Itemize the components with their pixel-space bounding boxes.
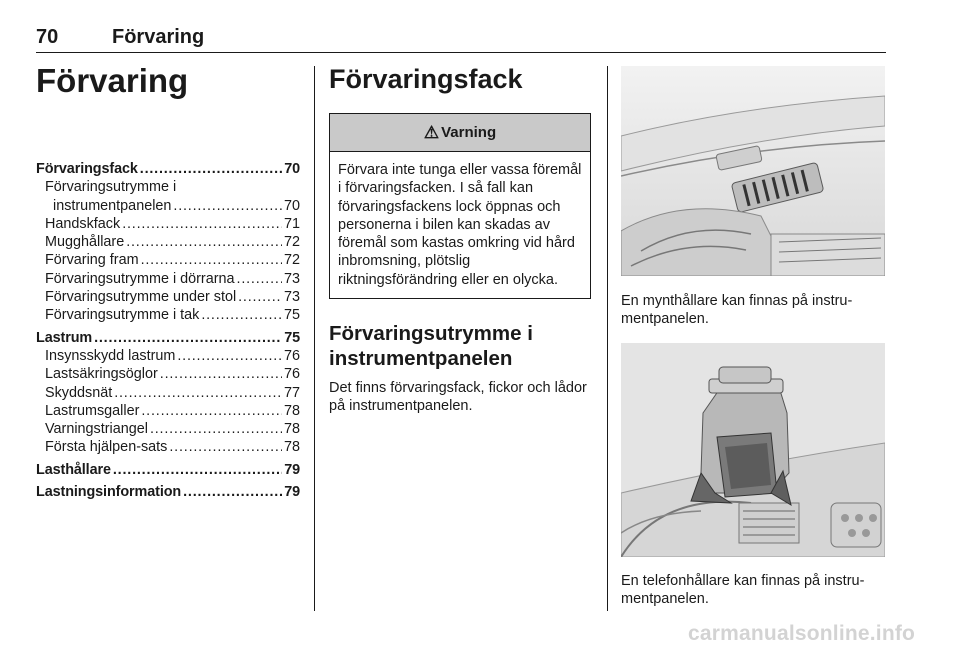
section-title: Förvaringsfack <box>329 64 523 94</box>
toc-entry-sub[interactable] <box>36 402 300 420</box>
toc-entry-sub[interactable] <box>36 178 300 196</box>
toc-entry-sub[interactable] <box>36 270 300 288</box>
toc-page-number: 78 <box>283 439 300 456</box>
toc-entry-main[interactable] <box>36 461 300 479</box>
toc-page-number: 78 <box>283 421 300 438</box>
toc-entry-sub[interactable] <box>36 365 300 383</box>
toc-label: Förvaringsfack <box>36 161 138 177</box>
toc-label: Förvaringsutrymme i tak <box>45 307 200 324</box>
warning-header <box>330 114 590 152</box>
watermark: carmanualsonline.info <box>688 622 916 645</box>
toc-label: instrumentpanelen <box>53 197 172 214</box>
toc-leader-dots <box>122 215 282 233</box>
toc-label: Lastrumsgaller <box>45 402 140 419</box>
warning-box <box>329 113 591 299</box>
toc-label: Mugghållare <box>45 234 125 251</box>
toc-page-number: 76 <box>283 347 300 364</box>
running-header-title: Förvaring <box>112 26 205 48</box>
toc-label: Varningstriangel <box>45 421 148 438</box>
figure-column <box>621 66 886 608</box>
toc-entry-main[interactable] <box>36 160 300 178</box>
toc-label: Första hjälpen-sats <box>45 439 168 456</box>
figure-caption-2: En telefonhållare kan finnas på instru-mentpanelen. <box>621 572 865 607</box>
warning-triangle-icon: ⚠ <box>423 122 440 142</box>
toc-entry-main[interactable] <box>36 329 300 347</box>
toc-leader-dots <box>113 461 282 479</box>
phone-holder-illustration <box>621 343 885 557</box>
toc-entry-sub[interactable] <box>36 306 300 324</box>
chapter-title: Förvaring <box>36 62 189 99</box>
toc-entry-sub[interactable] <box>36 215 300 233</box>
warning-text: Förvara inte tunga eller vassa föremål i förvaringsfacken. I så fall kan förvaringsfackens lock öppnas och personerna i bilen kan skadas av föremål som kastas omkring vid hård inbromsning, plötslig riktningsförändring eller en olycka. <box>338 162 582 288</box>
toc-leader-dots <box>183 483 282 501</box>
page-number: 70 <box>36 26 59 48</box>
toc-leader-dots <box>160 365 282 383</box>
toc-leader-dots <box>173 197 282 215</box>
toc-label: Handskfack <box>45 215 121 232</box>
body-paragraph: Det finns förvaringsfack, fickor och lådor på instrumentpanelen. <box>329 380 587 415</box>
toc-entry-sub[interactable] <box>36 384 300 402</box>
toc-leader-dots <box>94 329 282 347</box>
toc-label: Förvaringsutrymme under stol <box>45 289 237 306</box>
toc-page-number: 70 <box>283 197 300 214</box>
toc-entry-sub[interactable] <box>36 420 300 438</box>
toc-page-number: 70 <box>284 161 300 177</box>
toc-entry-main[interactable] <box>36 483 300 501</box>
toc-page-number: 72 <box>283 234 300 251</box>
toc-entry-sub[interactable] <box>36 438 300 456</box>
toc-label: Förvaringsutrymme i <box>45 179 177 196</box>
subsection-title: Förvaringsutrymme i instrumentpanelen <box>329 322 533 371</box>
toc-page-number: 79 <box>284 484 300 501</box>
toc-leader-dots <box>237 270 282 288</box>
toc-page-number: 72 <box>283 252 300 269</box>
toc-leader-dots <box>177 347 282 365</box>
toc-page-number: 73 <box>283 270 300 287</box>
toc-label: Förvaringsutrymme i dörrarna <box>45 270 235 287</box>
column-divider-left <box>314 66 315 611</box>
main-column <box>329 62 591 416</box>
toc-label: Lastsäkringsöglor <box>45 366 158 383</box>
toc-label: Lastningsinformation <box>36 484 182 501</box>
toc-page-number: 75 <box>284 329 300 346</box>
toc-page-number: 73 <box>283 289 300 306</box>
toc-entry-sub[interactable] <box>36 251 300 269</box>
figure-caption-1: En mynthållare kan finnas på instru-mentpanelen. <box>621 293 853 328</box>
toc-leader-dots <box>169 438 282 456</box>
toc-label: Förvaring fram <box>45 252 139 269</box>
toc-label: Lastrum <box>36 329 93 346</box>
toc-page-number: 79 <box>284 461 300 478</box>
coin-holder-illustration <box>621 66 885 276</box>
toc-page-number: 75 <box>283 307 300 324</box>
toc-page-number: 71 <box>283 215 300 232</box>
toc-leader-dots <box>140 160 282 178</box>
toc-label: Skyddsnät <box>45 384 113 401</box>
toc-leader-dots <box>201 306 282 324</box>
toc-label: Insynsskydd lastrum <box>45 347 176 364</box>
table-of-contents <box>36 160 300 501</box>
toc-entry-sub[interactable] <box>36 233 300 251</box>
column-divider-right <box>607 66 608 611</box>
toc-leader-dots <box>150 420 282 438</box>
toc-leader-dots <box>114 384 282 402</box>
toc-leader-dots <box>238 288 282 306</box>
toc-entry-sub[interactable] <box>36 288 300 306</box>
toc-column <box>36 62 300 501</box>
toc-entry-sub[interactable] <box>36 197 300 215</box>
toc-leader-dots <box>126 233 282 251</box>
warning-heading: Varning <box>441 124 497 141</box>
toc-leader-dots <box>141 251 282 269</box>
toc-page-number: 77 <box>283 384 300 401</box>
toc-label: Lasthållare <box>36 461 111 478</box>
toc-leader-dots <box>141 402 282 420</box>
toc-entry-sub[interactable] <box>36 347 300 365</box>
toc-page-number: 78 <box>283 402 300 419</box>
toc-page-number: 76 <box>283 366 300 383</box>
page-header <box>36 26 886 53</box>
